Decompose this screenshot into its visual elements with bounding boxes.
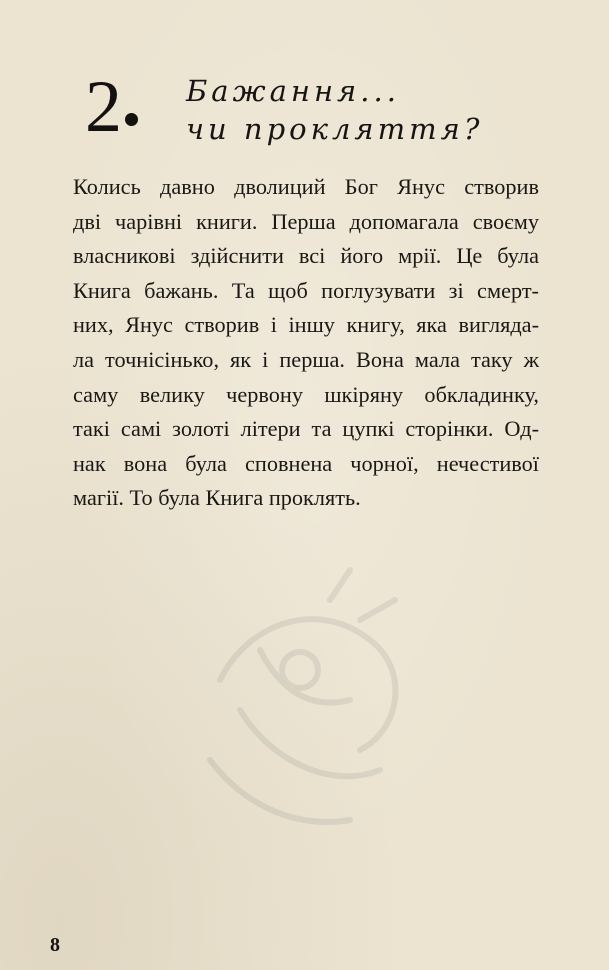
chapter-title-line-2: чи прокляття? [186,112,484,146]
chapter-number: 2 [85,66,122,148]
chapter-number-dot [125,113,138,126]
body-line: магії. То була Книга проклять. [73,485,361,511]
body-line: такі самі золоті літери та цупкі сторінки. Од- [73,416,539,442]
body-paragraph [73,170,539,516]
body-line: Колись давно дволиций Бог Янус створив [73,174,539,199]
body-line: дві чарівні книги. Перша допомагала своєму [73,208,539,234]
chapter-title [186,72,483,148]
page-number: 8 [50,934,60,956]
chapter-title-line-1: Бажання... [186,74,400,108]
body-line: них, Янус створив і іншу книгу, яка вигляда- [73,312,539,338]
body-line: ла точнісінько, як і перша. Вона мала таку ж [73,346,539,372]
body-line: нак вона була сповнена чорної, нечестивої [73,450,539,476]
body-line: Книга бажань. Та щоб поглузувати зі смерт- [73,277,539,303]
body-line: саму велику червону шкіряну обкладинку, [73,381,539,407]
body-line: власникові здійснити всі його мрії. Це була [73,243,539,269]
faded-illustration [180,560,440,860]
